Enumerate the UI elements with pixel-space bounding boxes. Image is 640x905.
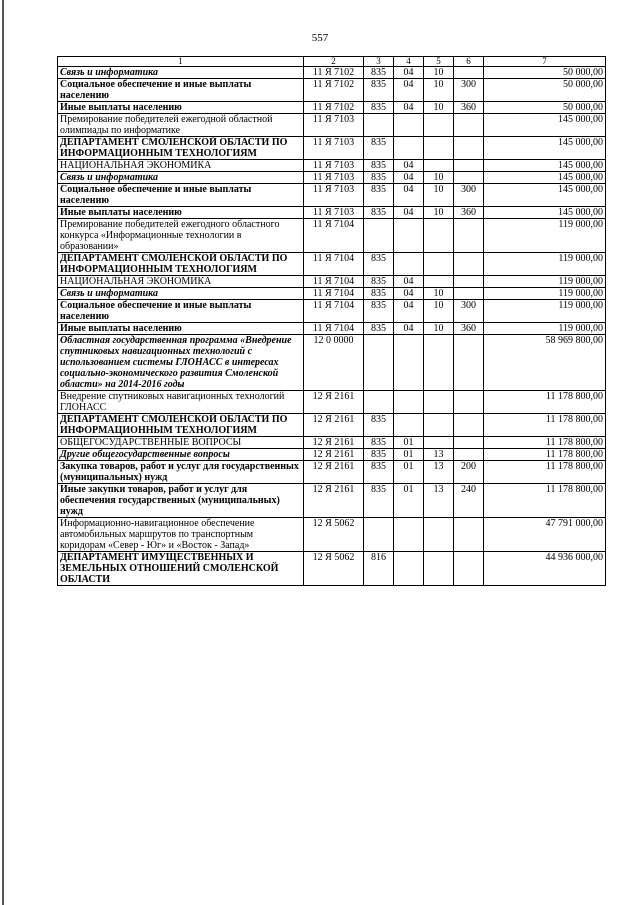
target-code: 12 Я 2161 xyxy=(304,414,364,437)
subsection-code: 10 xyxy=(424,323,454,335)
target-code: 12 Я 2161 xyxy=(304,391,364,414)
ministry-code: 835 xyxy=(364,79,394,102)
row-name: Иные закупки товаров, работ и услуг для обеспечения государственных (муниципальных) нужд xyxy=(58,484,304,518)
expense-type-code xyxy=(454,391,484,414)
subsection-code: 10 xyxy=(424,172,454,184)
expense-type-code xyxy=(454,552,484,586)
table-row xyxy=(58,300,606,323)
expense-type-code xyxy=(454,518,484,552)
ministry-code: 835 xyxy=(364,323,394,335)
subsection-code: 10 xyxy=(424,67,454,79)
target-code: 11 Я 7104 xyxy=(304,323,364,335)
page-number: 557 xyxy=(311,32,329,44)
target-code: 11 Я 7102 xyxy=(304,79,364,102)
section-code xyxy=(394,253,424,276)
row-name: Областная государственная программа «Внедрение спутниковых навигационных технологий с использованием системы ГЛОНАСС в интересах социально-экономического развития Смоленской области» на 2014-2016 годы xyxy=(58,335,304,391)
table-row xyxy=(58,102,606,114)
subsection-code: 13 xyxy=(424,461,454,484)
amount: 119 000,00 xyxy=(484,253,606,276)
target-code: 11 Я 7103 xyxy=(304,137,364,160)
ministry-code xyxy=(364,114,394,137)
amount: 11 178 800,00 xyxy=(484,437,606,449)
section-code: 04 xyxy=(394,323,424,335)
section-code xyxy=(394,518,424,552)
amount: 145 000,00 xyxy=(484,137,606,160)
subsection-code xyxy=(424,160,454,172)
row-name: Иные выплаты населению xyxy=(58,207,304,219)
table-row xyxy=(58,323,606,335)
expense-type-code: 300 xyxy=(454,79,484,102)
table-row xyxy=(58,114,606,137)
ministry-code: 835 xyxy=(364,137,394,160)
section-code: 04 xyxy=(394,276,424,288)
ministry-code: 835 xyxy=(364,437,394,449)
ministry-code: 816 xyxy=(364,552,394,586)
target-code: 11 Я 7104 xyxy=(304,276,364,288)
target-code: 11 Я 7104 xyxy=(304,219,364,253)
amount: 11 178 800,00 xyxy=(484,449,606,461)
target-code: 12 0 0000 xyxy=(304,335,364,391)
target-code: 11 Я 7103 xyxy=(304,207,364,219)
header-cell: 6 xyxy=(454,57,484,67)
target-code: 11 Я 7103 xyxy=(304,114,364,137)
section-code: 04 xyxy=(394,184,424,207)
amount: 119 000,00 xyxy=(484,323,606,335)
target-code: 12 Я 5062 xyxy=(304,552,364,586)
expense-type-code xyxy=(454,449,484,461)
target-code: 12 Я 2161 xyxy=(304,461,364,484)
expense-type-code xyxy=(454,335,484,391)
section-code xyxy=(394,552,424,586)
amount: 119 000,00 xyxy=(484,300,606,323)
amount: 11 178 800,00 xyxy=(484,461,606,484)
expense-type-code xyxy=(454,437,484,449)
expense-type-code xyxy=(454,288,484,300)
header-cell: 5 xyxy=(424,57,454,67)
table-row xyxy=(58,518,606,552)
target-code: 11 Я 7104 xyxy=(304,300,364,323)
row-name: ДЕПАРТАМЕНТ СМОЛЕНСКОЙ ОБЛАСТИ ПО ИНФОРМАЦИОННЫМ ТЕХНОЛОГИЯМ xyxy=(58,253,304,276)
table-row xyxy=(58,391,606,414)
target-code: 11 Я 7103 xyxy=(304,172,364,184)
ministry-code: 835 xyxy=(364,102,394,114)
ministry-code: 835 xyxy=(364,253,394,276)
amount: 58 969 800,00 xyxy=(484,335,606,391)
section-code: 01 xyxy=(394,449,424,461)
section-code xyxy=(394,391,424,414)
ministry-code xyxy=(364,518,394,552)
row-name: Внедрение спутниковых навигационных технологий ГЛОНАСС xyxy=(58,391,304,414)
table-row xyxy=(58,79,606,102)
amount: 11 178 800,00 xyxy=(484,484,606,518)
expense-type-code xyxy=(454,172,484,184)
header-cell: 2 xyxy=(304,57,364,67)
row-name: ДЕПАРТАМЕНТ СМОЛЕНСКОЙ ОБЛАСТИ ПО ИНФОРМАЦИОННЫМ ТЕХНОЛОГИЯМ xyxy=(58,137,304,160)
expense-type-code: 300 xyxy=(454,300,484,323)
ministry-code: 835 xyxy=(364,184,394,207)
target-code: 12 Я 2161 xyxy=(304,484,364,518)
subsection-code: 10 xyxy=(424,102,454,114)
subsection-code: 10 xyxy=(424,207,454,219)
table-row xyxy=(58,160,606,172)
amount: 50 000,00 xyxy=(484,79,606,102)
row-name: Социальное обеспечение и иные выплаты населению xyxy=(58,300,304,323)
expense-type-code xyxy=(454,67,484,79)
subsection-code: 10 xyxy=(424,288,454,300)
target-code: 11 Я 7102 xyxy=(304,67,364,79)
target-code: 12 Я 5062 xyxy=(304,518,364,552)
section-code xyxy=(394,137,424,160)
section-code: 04 xyxy=(394,67,424,79)
amount: 50 000,00 xyxy=(484,102,606,114)
amount: 145 000,00 xyxy=(484,207,606,219)
amount: 47 791 000,00 xyxy=(484,518,606,552)
table-row xyxy=(58,288,606,300)
amount: 11 178 800,00 xyxy=(484,391,606,414)
ministry-code: 835 xyxy=(364,276,394,288)
section-code: 04 xyxy=(394,172,424,184)
row-name: Премирование победителей ежегодной областной олимпиады по информатике xyxy=(58,114,304,137)
row-name: НАЦИОНАЛЬНАЯ ЭКОНОМИКА xyxy=(58,160,304,172)
subsection-code xyxy=(424,253,454,276)
target-code: 11 Я 7104 xyxy=(304,253,364,276)
expense-type-code xyxy=(454,276,484,288)
row-name: ДЕПАРТАМЕНТ СМОЛЕНСКОЙ ОБЛАСТИ ПО ИНФОРМАЦИОННЫМ ТЕХНОЛОГИЯМ xyxy=(58,414,304,437)
expense-type-code: 240 xyxy=(454,484,484,518)
row-name: Иные выплаты населению xyxy=(58,102,304,114)
table-row xyxy=(58,219,606,253)
expense-type-code xyxy=(454,253,484,276)
section-code: 04 xyxy=(394,288,424,300)
table-row xyxy=(58,67,606,79)
row-name: ОБЩЕГОСУДАРСТВЕННЫЕ ВОПРОСЫ xyxy=(58,437,304,449)
amount: 145 000,00 xyxy=(484,172,606,184)
expense-type-code: 300 xyxy=(454,184,484,207)
expense-type-code: 360 xyxy=(454,323,484,335)
header-cell: 4 xyxy=(394,57,424,67)
section-code: 04 xyxy=(394,207,424,219)
subsection-code xyxy=(424,552,454,586)
target-code: 11 Я 7103 xyxy=(304,184,364,207)
amount: 44 936 000,00 xyxy=(484,552,606,586)
amount: 145 000,00 xyxy=(484,184,606,207)
section-code: 04 xyxy=(394,102,424,114)
section-code: 01 xyxy=(394,461,424,484)
section-code: 04 xyxy=(394,79,424,102)
table-row xyxy=(58,552,606,586)
ministry-code: 835 xyxy=(364,449,394,461)
subsection-code xyxy=(424,137,454,160)
section-code: 04 xyxy=(394,300,424,323)
target-code: 12 Я 2161 xyxy=(304,449,364,461)
row-name: Премирование победителей ежегодного областного конкурса «Информационные технологии в образовании» xyxy=(58,219,304,253)
page-edge xyxy=(2,0,4,905)
budget-table xyxy=(57,56,606,586)
table-row xyxy=(58,449,606,461)
expense-type-code xyxy=(454,137,484,160)
section-code xyxy=(394,414,424,437)
row-name: Информационно-навигационное обеспечение автомобильных маршрутов по транспортным коридорам «Север - Юг» и «Восток - Запад» xyxy=(58,518,304,552)
amount: 119 000,00 xyxy=(484,219,606,253)
table-row xyxy=(58,253,606,276)
row-name: НАЦИОНАЛЬНАЯ ЭКОНОМИКА xyxy=(58,276,304,288)
ministry-code: 835 xyxy=(364,288,394,300)
expense-type-code: 360 xyxy=(454,102,484,114)
table-row xyxy=(58,414,606,437)
amount: 119 000,00 xyxy=(484,276,606,288)
amount: 145 000,00 xyxy=(484,160,606,172)
subsection-code: 10 xyxy=(424,300,454,323)
amount: 50 000,00 xyxy=(484,67,606,79)
ministry-code: 835 xyxy=(364,300,394,323)
expense-type-code xyxy=(454,414,484,437)
ministry-code xyxy=(364,335,394,391)
target-code: 11 Я 7103 xyxy=(304,160,364,172)
row-name: Социальное обеспечение и иные выплаты населению xyxy=(58,184,304,207)
amount: 119 000,00 xyxy=(484,288,606,300)
table-row xyxy=(58,335,606,391)
table-row xyxy=(58,461,606,484)
row-name: ДЕПАРТАМЕНТ ИМУЩЕСТВЕННЫХ И ЗЕМЕЛЬНЫХ ОТНОШЕНИЙ СМОЛЕНСКОЙ ОБЛАСТИ xyxy=(58,552,304,586)
ministry-code: 835 xyxy=(364,67,394,79)
header-cell: 7 xyxy=(484,57,606,67)
subsection-code xyxy=(424,518,454,552)
subsection-code xyxy=(424,219,454,253)
section-code: 01 xyxy=(394,437,424,449)
expense-type-code xyxy=(454,219,484,253)
expense-type-code xyxy=(454,114,484,137)
ministry-code: 835 xyxy=(364,484,394,518)
row-name: Закупка товаров, работ и услуг для государственных (муниципальных) нужд xyxy=(58,461,304,484)
subsection-code: 13 xyxy=(424,449,454,461)
ministry-code: 835 xyxy=(364,207,394,219)
table-row xyxy=(58,276,606,288)
table-row xyxy=(58,137,606,160)
row-name: Социальное обеспечение и иные выплаты населению xyxy=(58,79,304,102)
target-code: 11 Я 7104 xyxy=(304,288,364,300)
ministry-code: 835 xyxy=(364,160,394,172)
subsection-code xyxy=(424,414,454,437)
table-row xyxy=(58,184,606,207)
target-code: 12 Я 2161 xyxy=(304,437,364,449)
section-code xyxy=(394,114,424,137)
subsection-code xyxy=(424,276,454,288)
expense-type-code: 360 xyxy=(454,207,484,219)
ministry-code xyxy=(364,219,394,253)
amount: 11 178 800,00 xyxy=(484,414,606,437)
section-code xyxy=(394,335,424,391)
amount: 145 000,00 xyxy=(484,114,606,137)
table-row xyxy=(58,172,606,184)
subsection-code xyxy=(424,114,454,137)
ministry-code xyxy=(364,391,394,414)
subsection-code xyxy=(424,335,454,391)
section-code: 01 xyxy=(394,484,424,518)
table-row xyxy=(58,437,606,449)
header-cell: 1 xyxy=(58,57,304,67)
row-name: Связь и информатика xyxy=(58,288,304,300)
section-code: 04 xyxy=(394,160,424,172)
subsection-code: 10 xyxy=(424,184,454,207)
subsection-code xyxy=(424,391,454,414)
table-row xyxy=(58,207,606,219)
expense-type-code xyxy=(454,160,484,172)
subsection-code: 10 xyxy=(424,79,454,102)
ministry-code: 835 xyxy=(364,172,394,184)
subsection-code xyxy=(424,437,454,449)
row-name: Связь и информатика xyxy=(58,67,304,79)
ministry-code: 835 xyxy=(364,414,394,437)
ministry-code: 835 xyxy=(364,461,394,484)
section-code xyxy=(394,219,424,253)
row-name: Связь и информатика xyxy=(58,172,304,184)
header-cell: 3 xyxy=(364,57,394,67)
expense-type-code: 200 xyxy=(454,461,484,484)
header-row xyxy=(58,57,606,67)
subsection-code: 13 xyxy=(424,484,454,518)
table-row xyxy=(58,484,606,518)
row-name: Иные выплаты населению xyxy=(58,323,304,335)
row-name: Другие общегосударственные вопросы xyxy=(58,449,304,461)
target-code: 11 Я 7102 xyxy=(304,102,364,114)
